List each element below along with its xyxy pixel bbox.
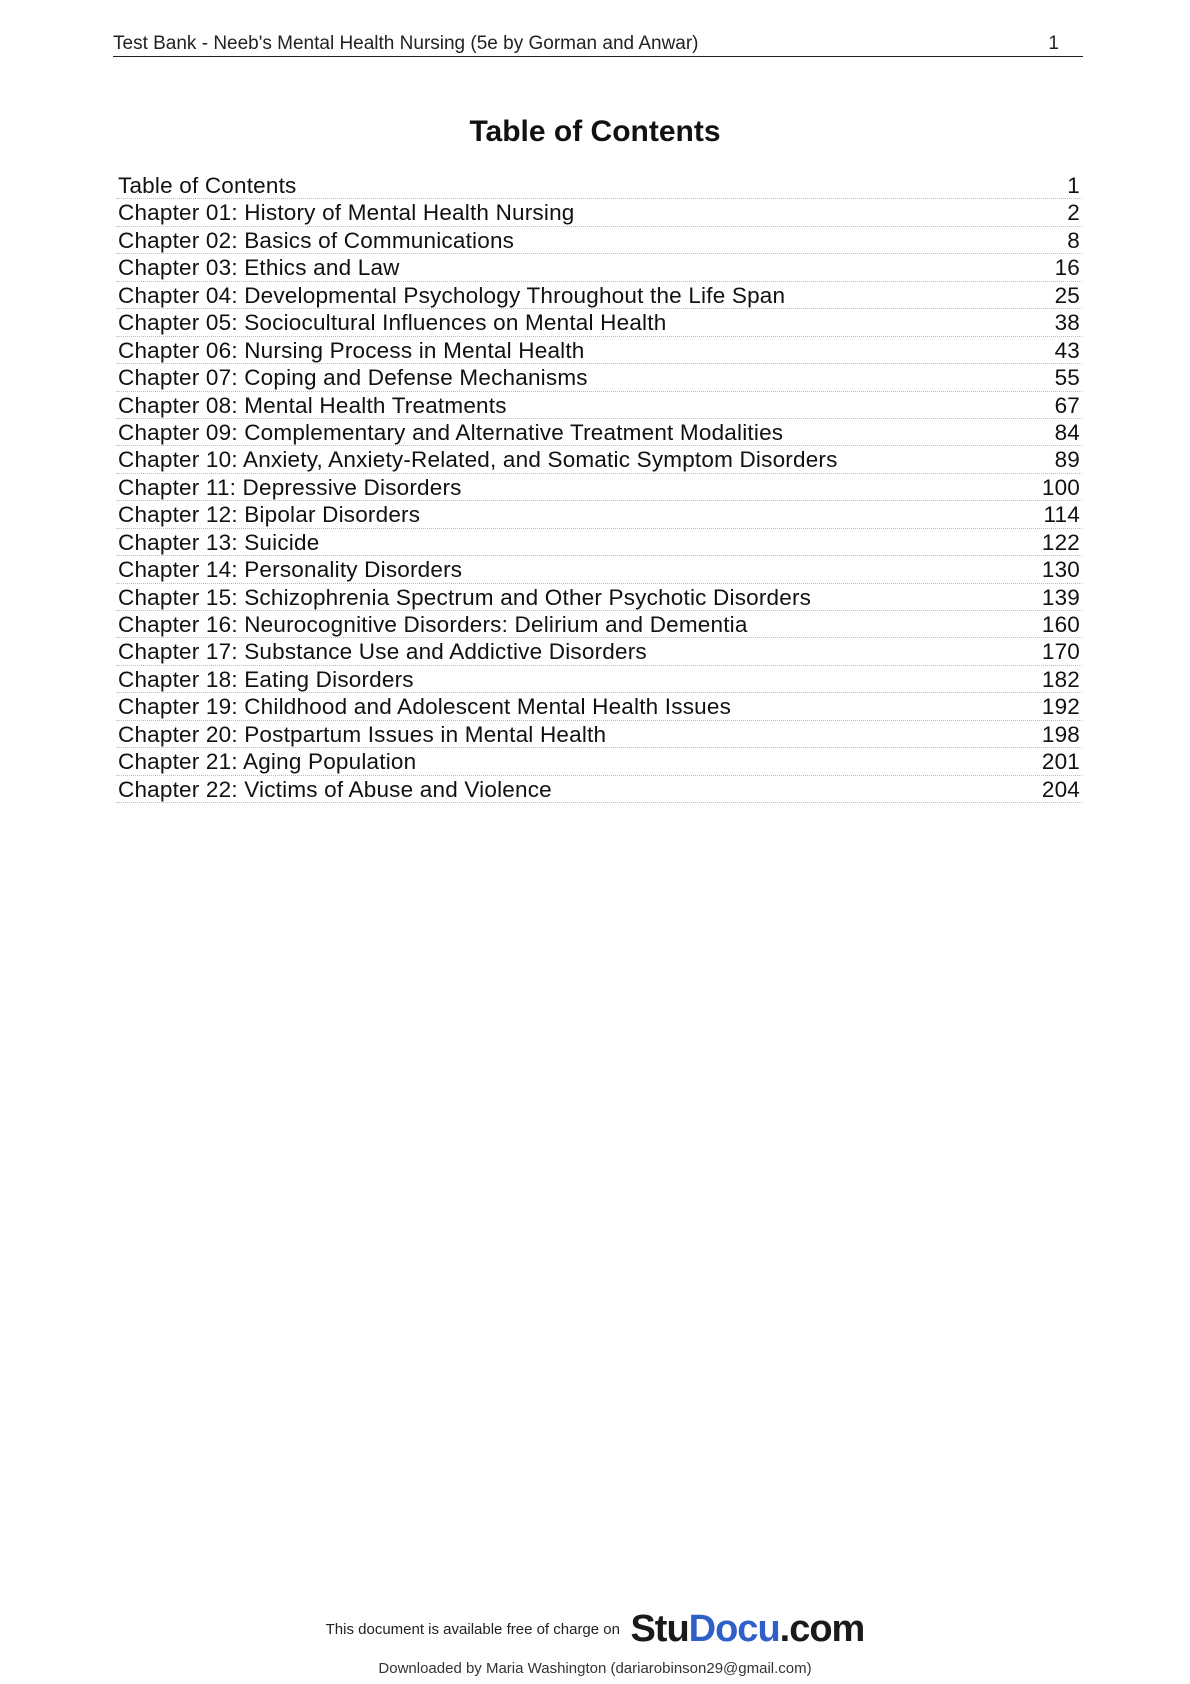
toc-entry[interactable] bbox=[116, 227, 1082, 254]
toc-entry[interactable] bbox=[116, 693, 1082, 720]
toc-entry[interactable] bbox=[116, 364, 1082, 391]
header-page-number: 1 bbox=[1048, 33, 1059, 54]
toc-entry[interactable] bbox=[116, 199, 1082, 226]
toc-entry-label[interactable]: Chapter 18: Eating Disorders bbox=[118, 666, 414, 692]
toc-entry-page[interactable]: 25 bbox=[1054, 282, 1080, 308]
toc-entry-page[interactable]: 67 bbox=[1054, 392, 1080, 418]
toc-entry-page[interactable]: 204 bbox=[1041, 776, 1080, 802]
toc-entry-label[interactable]: Chapter 04: Developmental Psychology Throughout the Life Span bbox=[118, 282, 786, 308]
toc-entry-page[interactable]: 16 bbox=[1054, 255, 1080, 281]
toc-entry-label[interactable]: Chapter 12: Bipolar Disorders bbox=[118, 502, 421, 528]
toc-entry-label[interactable]: Chapter 10: Anxiety, Anxiety-Related, and Somatic Symptom Disorders bbox=[118, 447, 838, 473]
toc-entry[interactable] bbox=[116, 392, 1082, 419]
toc-entry[interactable] bbox=[116, 337, 1082, 364]
toc-entry[interactable] bbox=[116, 309, 1082, 336]
page-header bbox=[113, 32, 1083, 57]
toc-entry-label[interactable]: Chapter 09: Complementary and Alternative Treatment Modalities bbox=[118, 419, 784, 445]
toc-entry[interactable] bbox=[116, 611, 1082, 638]
toc-entry-page[interactable]: 201 bbox=[1041, 749, 1080, 775]
toc-entry[interactable] bbox=[116, 638, 1082, 665]
toc-entry[interactable] bbox=[116, 419, 1082, 446]
logo-part-stu: Stu bbox=[630, 1608, 689, 1650]
toc-entry[interactable] bbox=[116, 501, 1082, 528]
toc-entry-label[interactable]: Chapter 22: Victims of Abuse and Violence bbox=[118, 776, 552, 802]
toc-entry[interactable] bbox=[116, 282, 1082, 309]
availability-text: This document is available free of charge on bbox=[325, 1621, 620, 1638]
toc-entry-label[interactable]: Chapter 05: Sociocultural Influences on Mental Health bbox=[118, 310, 667, 336]
downloaded-by-text: Downloaded by Maria Washington (dariarobinson29@gmail.com) bbox=[378, 1660, 812, 1677]
toc-entry-page[interactable]: 122 bbox=[1041, 529, 1080, 555]
toc-entry[interactable] bbox=[116, 556, 1082, 583]
toc-heading: Table of Contents bbox=[469, 115, 721, 148]
toc-entry-page[interactable]: 139 bbox=[1041, 584, 1080, 610]
toc-entry-page[interactable]: 84 bbox=[1054, 419, 1080, 445]
toc-entry[interactable] bbox=[116, 446, 1082, 473]
toc-entry-page[interactable]: 8 bbox=[1067, 227, 1080, 253]
toc-entry[interactable] bbox=[116, 529, 1082, 556]
toc-entry-label[interactable]: Chapter 16: Neurocognitive Disorders: Delirium and Dementia bbox=[118, 612, 748, 637]
toc-entry-label[interactable]: Chapter 11: Depressive Disorders bbox=[118, 474, 462, 500]
toc-entry[interactable] bbox=[116, 172, 1082, 199]
toc-entry-label[interactable]: Table of Contents bbox=[118, 173, 297, 198]
toc-entry-page[interactable]: 170 bbox=[1041, 639, 1080, 665]
studocu-logo[interactable] bbox=[630, 1608, 864, 1650]
toc-entry-label[interactable]: Chapter 03: Ethics and Law bbox=[118, 255, 400, 281]
toc-entry-page[interactable]: 198 bbox=[1041, 721, 1080, 747]
toc-entry[interactable] bbox=[116, 474, 1082, 501]
toc-entry-page[interactable]: 43 bbox=[1054, 337, 1080, 363]
toc-entry[interactable] bbox=[116, 776, 1082, 803]
toc-entry[interactable] bbox=[116, 748, 1082, 775]
toc-entry-label[interactable]: Chapter 17: Substance Use and Addictive Disorders bbox=[118, 639, 647, 665]
toc-entry[interactable] bbox=[116, 666, 1082, 693]
toc-entry-label[interactable]: Chapter 07: Coping and Defense Mechanisms bbox=[118, 365, 588, 391]
toc-entry-page[interactable]: 160 bbox=[1041, 612, 1080, 637]
header-title: Test Bank - Neeb's Mental Health Nursing (5e by Gorman and Anwar) bbox=[113, 33, 699, 54]
toc-entry-page[interactable]: 182 bbox=[1041, 666, 1080, 692]
toc-entry-page[interactable]: 38 bbox=[1054, 310, 1080, 336]
toc-entry-page[interactable]: 130 bbox=[1041, 557, 1080, 583]
footer-availability bbox=[0, 1608, 1190, 1651]
toc-entry[interactable] bbox=[116, 721, 1082, 748]
toc-list bbox=[116, 172, 1082, 803]
toc-entry-label[interactable]: Chapter 13: Suicide bbox=[118, 529, 320, 555]
toc-entry-label[interactable]: Chapter 19: Childhood and Adolescent Mental Health Issues bbox=[118, 694, 732, 720]
toc-entry-label[interactable]: Chapter 01: History of Mental Health Nursing bbox=[118, 200, 575, 226]
toc-entry-label[interactable]: Chapter 08: Mental Health Treatments bbox=[118, 392, 507, 418]
toc-entry-page[interactable]: 1 bbox=[1067, 173, 1080, 198]
logo-part-docu: Docu bbox=[688, 1608, 780, 1650]
toc-entry[interactable] bbox=[116, 584, 1082, 611]
toc-entry-label[interactable]: Chapter 20: Postpartum Issues in Mental Health bbox=[118, 721, 607, 747]
toc-entry-page[interactable]: 192 bbox=[1041, 694, 1080, 720]
toc-entry-label[interactable]: Chapter 02: Basics of Communications bbox=[118, 227, 515, 253]
toc-entry-label[interactable]: Chapter 15: Schizophrenia Spectrum and Other Psychotic Disorders bbox=[118, 584, 812, 610]
toc-entry-label[interactable]: Chapter 06: Nursing Process in Mental Health bbox=[118, 337, 585, 363]
toc-entry-page[interactable]: 55 bbox=[1054, 365, 1080, 391]
toc-entry-page[interactable]: 114 bbox=[1043, 502, 1080, 528]
toc-entry-label[interactable]: Chapter 21: Aging Population bbox=[118, 749, 417, 775]
toc-entry-page[interactable]: 100 bbox=[1041, 474, 1080, 500]
toc-entry[interactable] bbox=[116, 254, 1082, 281]
toc-entry-page[interactable]: 2 bbox=[1067, 200, 1080, 226]
toc-entry-page[interactable]: 89 bbox=[1054, 447, 1080, 473]
logo-part-com: .com bbox=[779, 1608, 865, 1650]
toc-entry-label[interactable]: Chapter 14: Personality Disorders bbox=[118, 557, 463, 583]
